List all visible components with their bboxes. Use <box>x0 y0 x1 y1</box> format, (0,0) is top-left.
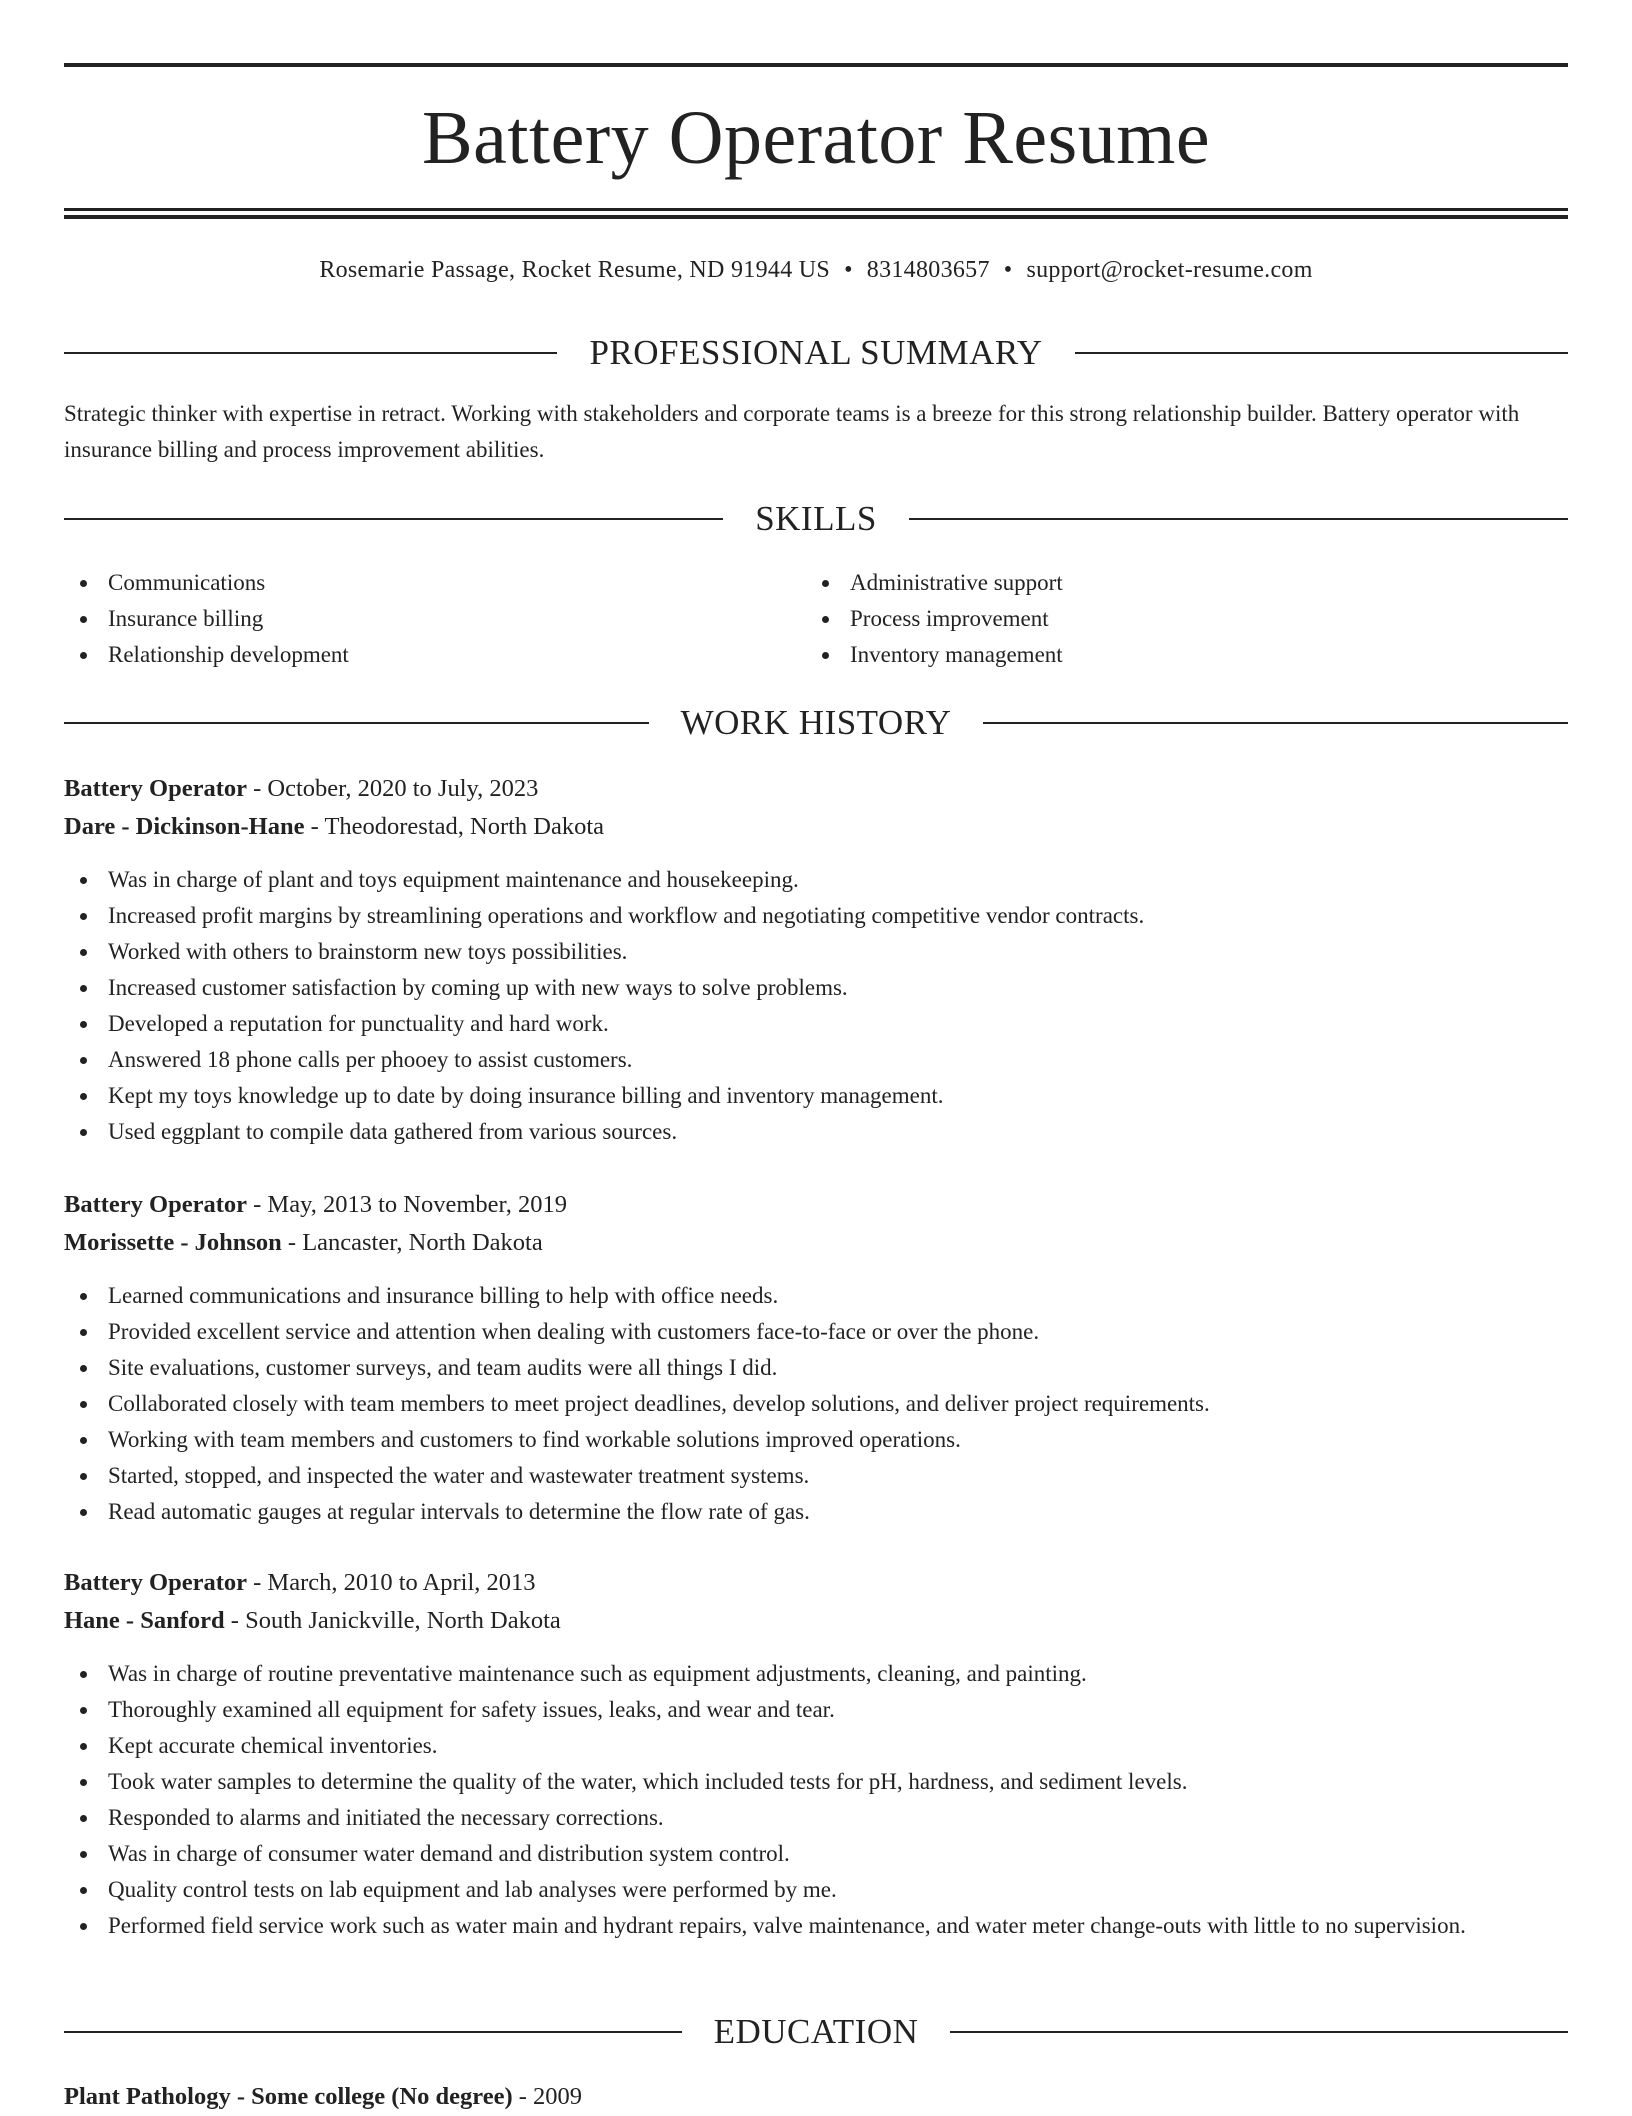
section-heading-education <box>64 2010 1568 2054</box>
skill-item: Administrative support <box>806 565 1546 601</box>
title-rule-lower <box>64 215 1568 219</box>
skills-column-left <box>64 565 804 673</box>
job-dates: March, 2010 to April, 2013 <box>267 1569 536 1596</box>
education-entry: Plant Pathology - Some college (No degree) - 2009 <box>64 2083 583 2110</box>
job-company: Hane - Sanford <box>64 1607 225 1634</box>
duty-item: Kept accurate chemical inventories. <box>64 1728 1568 1764</box>
contact-email: support@rocket-resume.com <box>1026 257 1313 283</box>
duty-item: Read automatic gauges at regular intervals to determine the flow rate of gas. <box>64 1494 1568 1530</box>
skill-item: Inventory management <box>806 637 1546 673</box>
heading-rule <box>950 2031 1568 2033</box>
heading-rule <box>909 518 1568 520</box>
duty-item: Provided excellent service and attention when dealing with customers face-to-face or over the phone. <box>64 1314 1568 1350</box>
contact-phone: 8314803657 <box>866 257 990 283</box>
job-company-line: Morissette - Johnson - Lancaster, North Dakota <box>64 1229 543 1256</box>
duty-item: Increased profit margins by streamlining operations and workflow and negotiating competitive vendor contracts. <box>64 898 1568 934</box>
job-title-line: Battery Operator - March, 2010 to April, 2013 <box>64 1569 536 1596</box>
duty-item: Answered 18 phone calls per phooey to assist customers. <box>64 1042 1568 1078</box>
job-entry <box>64 1564 1568 1944</box>
education-degree: Plant Pathology - Some college (No degree) <box>64 2083 513 2110</box>
heading-rule <box>1075 352 1568 354</box>
section-title: WORK HISTORY <box>680 703 952 742</box>
duty-item: Performed field service work such as water main and hydrant repairs, valve maintenance, and water meter change-outs with little to no supervision. <box>64 1908 1568 1944</box>
contact-separator: • <box>844 257 853 283</box>
job-dates: May, 2013 to November, 2019 <box>267 1191 567 1218</box>
job-duties <box>64 1278 1568 1530</box>
job-title: Battery Operator <box>64 1191 247 1218</box>
duty-item: Was in charge of consumer water demand and distribution system control. <box>64 1836 1568 1872</box>
contact-address: Rosemarie Passage, Rocket Resume, ND 91944 US <box>319 257 831 283</box>
heading-rule <box>64 2031 682 2033</box>
duty-item: Thoroughly examined all equipment for safety issues, leaks, and wear and tear. <box>64 1692 1568 1728</box>
job-location: South Janickville, North Dakota <box>245 1607 561 1634</box>
duty-item: Increased customer satisfaction by coming up with new ways to solve problems. <box>64 970 1568 1006</box>
title-rule-upper <box>64 208 1568 211</box>
job-location: Lancaster, North Dakota <box>302 1229 543 1256</box>
section-heading-skills <box>64 497 1568 541</box>
skills-column-right <box>806 565 1546 673</box>
duty-item: Working with team members and customers to find workable solutions improved operations. <box>64 1422 1568 1458</box>
job-company: Morissette - Johnson <box>64 1229 282 1256</box>
job-title: Battery Operator <box>64 1569 247 1596</box>
section-heading-work <box>64 701 1568 745</box>
job-company: Dare - Dickinson-Hane <box>64 813 305 840</box>
duty-item: Started, stopped, and inspected the water and wastewater treatment systems. <box>64 1458 1568 1494</box>
section-heading-summary <box>64 331 1568 375</box>
duty-item: Quality control tests on lab equipment and lab analyses were performed by me. <box>64 1872 1568 1908</box>
contact-separator: • <box>1003 257 1013 283</box>
skill-item: Relationship development <box>64 637 804 673</box>
job-location: Theodorestad, North Dakota <box>324 813 605 840</box>
top-rule <box>64 63 1568 67</box>
job-entry <box>64 1186 1568 1530</box>
skill-item: Communications <box>64 565 804 601</box>
job-entry <box>64 770 1568 1150</box>
job-company-line: Dare - Dickinson-Hane - Theodorestad, North Dakota <box>64 813 605 840</box>
skill-item: Insurance billing <box>64 601 804 637</box>
duty-item: Worked with others to brainstorm new toys possibilities. <box>64 934 1568 970</box>
section-title: EDUCATION <box>713 2012 919 2051</box>
education-year: 2009 <box>533 2083 583 2110</box>
duty-item: Was in charge of routine preventative maintenance such as equipment adjustments, cleaning, and painting. <box>64 1656 1568 1692</box>
job-dates: October, 2020 to July, 2023 <box>267 775 539 802</box>
heading-rule <box>64 352 557 354</box>
duty-item: Site evaluations, customer surveys, and team audits were all things I did. <box>64 1350 1568 1386</box>
duty-item: Responded to alarms and initiated the necessary corrections. <box>64 1800 1568 1836</box>
heading-rule <box>983 722 1568 724</box>
duty-item: Used eggplant to compile data gathered from various sources. <box>64 1114 1568 1150</box>
duty-item: Collaborated closely with team members to meet project deadlines, develop solutions, and deliver project requirements. <box>64 1386 1568 1422</box>
contact-line <box>64 252 1568 288</box>
duty-item: Learned communications and insurance billing to help with office needs. <box>64 1278 1568 1314</box>
duty-item: Developed a reputation for punctuality and hard work. <box>64 1006 1568 1042</box>
resume-title: Battery Operator Resume <box>421 96 1211 180</box>
duty-item: Took water samples to determine the quality of the water, which included tests for pH, hardness, and sediment levels. <box>64 1764 1568 1800</box>
section-title: SKILLS <box>755 499 877 538</box>
heading-rule <box>64 518 723 520</box>
job-duties <box>64 862 1568 1150</box>
heading-rule <box>64 722 649 724</box>
duty-item: Was in charge of plant and toys equipment maintenance and housekeeping. <box>64 862 1568 898</box>
duty-item: Kept my toys knowledge up to date by doing insurance billing and inventory management. <box>64 1078 1568 1114</box>
section-title: PROFESSIONAL SUMMARY <box>589 333 1043 372</box>
job-title-line: Battery Operator - October, 2020 to July, 2023 <box>64 775 539 802</box>
job-title-line: Battery Operator - May, 2013 to November, 2019 <box>64 1191 567 1218</box>
summary-text: Strategic thinker with expertise in retract. Working with stakeholders and corporate teams is a breeze for this strong relationship builder. Battery operator with insurance billing and process improvement abilities. <box>64 401 1520 462</box>
skill-item: Process improvement <box>806 601 1546 637</box>
job-title: Battery Operator <box>64 775 247 802</box>
job-duties <box>64 1656 1568 1944</box>
job-company-line: Hane - Sanford - South Janickville, North Dakota <box>64 1607 561 1634</box>
